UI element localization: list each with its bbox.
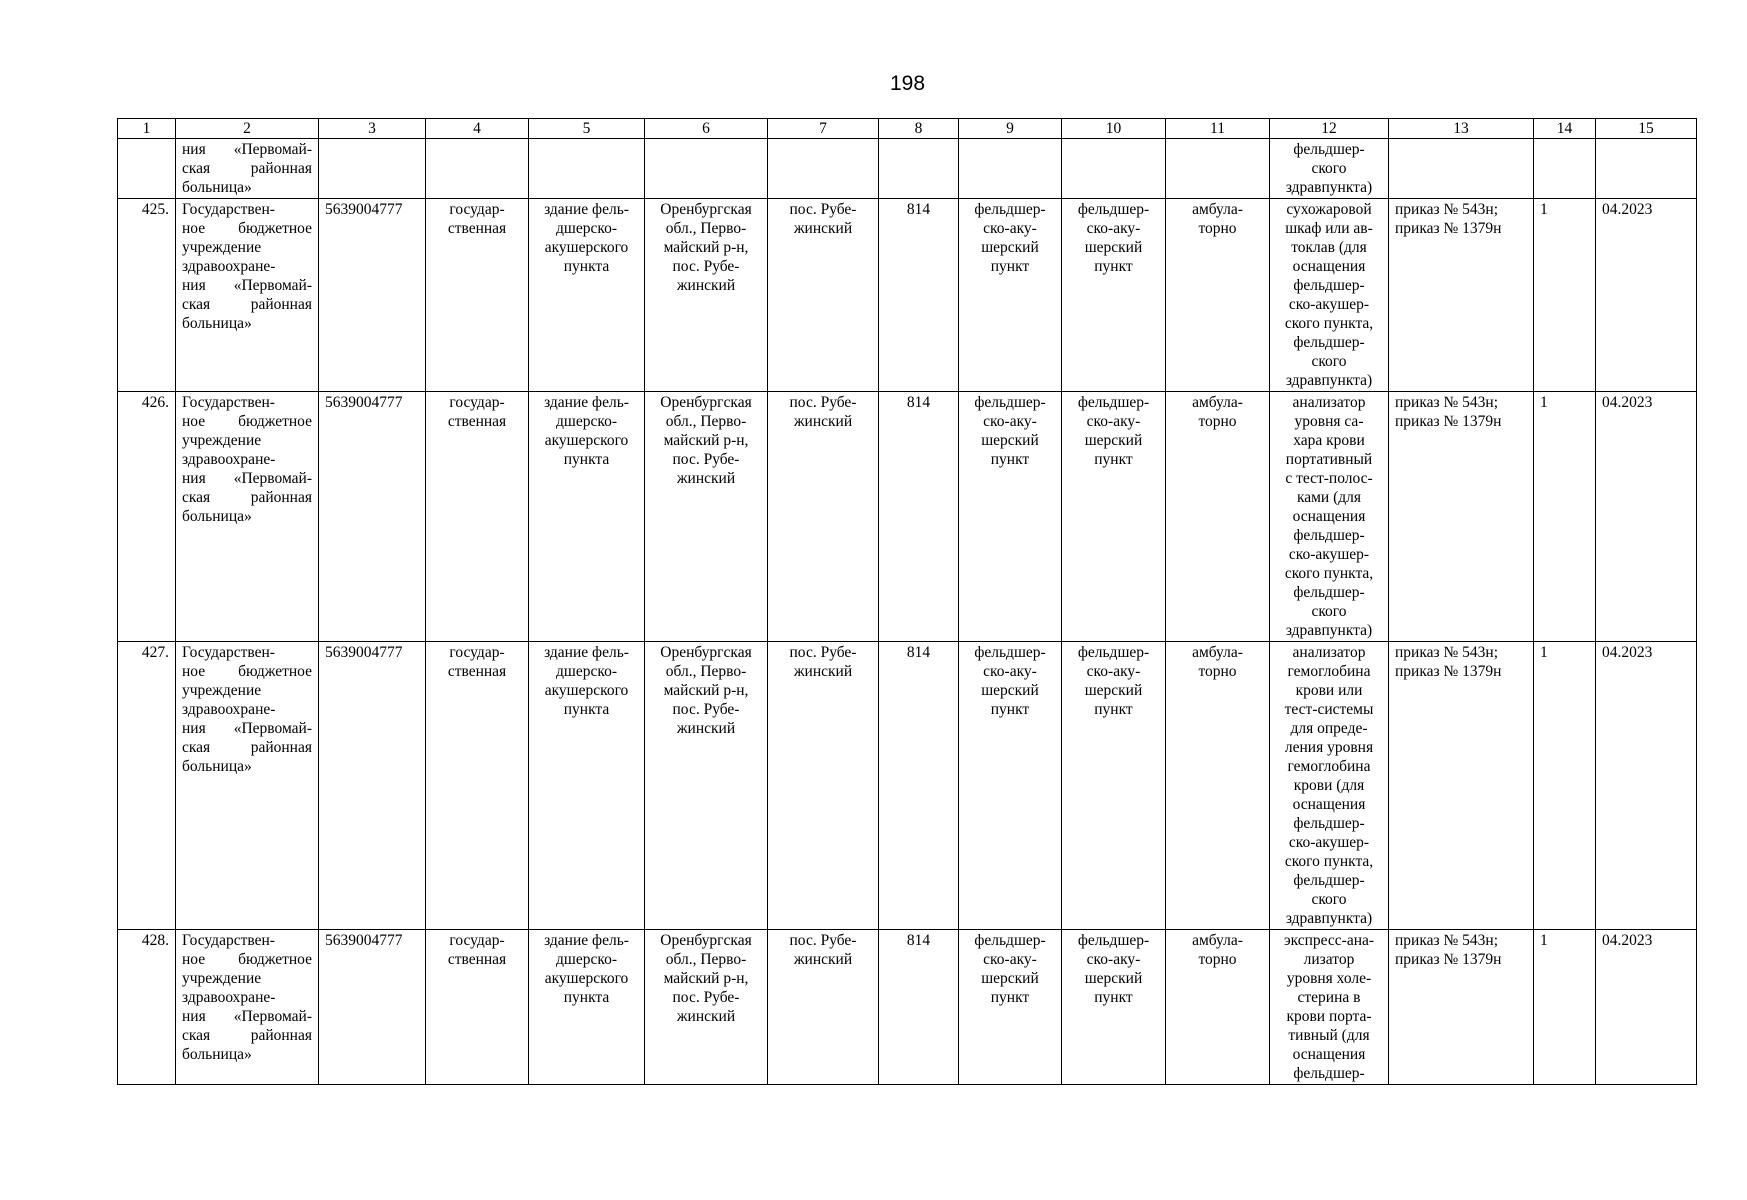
cell-line: портативный [1285,451,1373,468]
cell-object [529,930,645,1085]
cell-line: государ- [449,394,505,411]
cell-line: шерский [1084,970,1143,987]
column-number-row [118,119,1697,139]
cell-line: жинский [793,413,853,430]
cell-line: государ- [449,201,505,218]
cell-line: ско-акушер- [1288,834,1370,851]
cell-line: государ- [449,644,505,661]
cell-line: майский р-н, [663,682,749,699]
cell-ownership [426,930,529,1085]
cell-line: Оренбургская [660,201,752,218]
cell-line: ско-акушер- [1288,296,1370,313]
cell-equipment [1270,199,1389,392]
cell-line: анализатор [1292,394,1366,411]
cell-line: оснащения [1292,796,1366,813]
cell-line: оснащения [1292,258,1366,275]
cell-line: ное бюджетное [182,413,312,430]
cell-line: ное бюджетное [182,951,312,968]
cell-col8: 814 [879,642,959,930]
cell-line: Оренбургская [660,394,752,411]
cell-line: здание фель- [544,644,629,661]
cell-line: фельдшер- [1077,201,1150,218]
cell-line: приказ № 543н; [1395,394,1499,411]
cell-facility-type [959,642,1062,930]
cell-line: пункт [1094,989,1133,1006]
cell-line: жинский [793,663,853,680]
cell-qty: 1 [1534,930,1596,1085]
cell-line: приказ № 1379н [1395,413,1502,430]
cell-line: приказ № 1379н [1395,951,1502,968]
registry-table [117,118,1697,1085]
cell-facility-type [959,930,1062,1085]
cell-line: учреждение [182,682,262,699]
cell-line: государ- [449,932,505,949]
cell-line: шерский [981,970,1039,987]
column-number-8: 8 [879,119,959,139]
cell-line: дшерско- [556,220,617,237]
table-row [118,642,1697,930]
cell-line: пункта [563,701,610,718]
cell-line: ская районная [182,739,312,756]
cell-object [529,392,645,642]
page-number: 198 [889,72,926,95]
cell-line: торно [1198,220,1237,237]
cell-line: ско-аку- [1086,663,1141,680]
cell-object [529,642,645,930]
cell-line: ского [1311,160,1347,177]
cell-institution [176,139,319,199]
column-number-1: 1 [118,119,176,139]
cell-date: 04.2023 [1596,642,1697,930]
table-row [118,199,1697,392]
cell-line: здравпункта) [1285,179,1373,196]
column-number-13: 13 [1389,119,1534,139]
cell-qty: 1 [1534,392,1596,642]
cell-line: майский р-н, [663,239,749,256]
cell-equipment [1270,392,1389,642]
cell-line: акушерского [544,682,629,699]
cell-address [645,199,768,392]
cell-line: ского пункта, [1284,315,1374,332]
column-number-7: 7 [768,119,879,139]
cell-line: амбула- [1192,932,1243,949]
cell-line: Государствен- [182,394,275,411]
cell-line: ско-аку- [983,413,1037,430]
cell-line: ская районная [182,160,312,177]
column-number-3: 3 [319,119,426,139]
cell-line: Оренбургская [660,932,752,949]
cell-line: торно [1198,413,1237,430]
column-number-12: 12 [1270,119,1389,139]
cell-line: крови или [1295,682,1363,699]
cell-facility-type [959,199,1062,392]
cell-line: акушерского [544,239,629,256]
cell-line: акушерского [544,970,629,987]
cell-line: крови (для [1293,777,1365,794]
cell-line: учреждение [182,432,262,449]
cell-line: ственная [447,951,507,968]
cell-line: шерский [1084,432,1143,449]
cell-inn: 5639004777 [319,642,426,930]
cell-num: 427. [118,642,176,930]
cell-col8: 814 [879,199,959,392]
cell-mode [1166,930,1270,1085]
cell-line: токлав (для [1291,239,1367,256]
cell-line: пункта [563,451,610,468]
cell-line: ственная [447,220,507,237]
cell-line: майский р-н, [663,970,749,987]
cell-line: оснащения [1292,1046,1366,1063]
cell-institution [176,642,319,930]
cell-line: гемоглобина [1287,758,1371,775]
cell-ownership [426,642,529,930]
cell-address [645,642,768,930]
cell-line: шкаф или ав- [1285,220,1373,237]
cell-line: экспресс-ана- [1283,932,1375,949]
cell-ownership [426,392,529,642]
column-number-4: 4 [426,119,529,139]
cell-line: фельдшер- [1077,932,1150,949]
cell-facility-subtype [1062,930,1166,1085]
cell-date: 04.2023 [1596,392,1697,642]
cell-line: здравоохране- [182,989,276,1006]
cell-num: 428. [118,930,176,1085]
cell-locality [768,930,879,1085]
cell-line: фельдшер- [974,932,1046,949]
cell-line: здравоохране- [182,451,276,468]
cell-line: шерский [981,239,1039,256]
cell-line: уровня са- [1294,413,1364,430]
cell-line: шерский [1084,239,1143,256]
cell-line: ния «Первомай- [182,470,312,487]
cell-line: ско-аку- [983,220,1037,237]
cell-line: ния «Первомай- [182,277,312,294]
cell-line: торно [1198,663,1237,680]
cell-line: жинский [676,720,736,737]
cell-line: Оренбургская [660,644,752,661]
cell-line: ственная [447,663,507,680]
cell-line: жинский [793,220,853,237]
cell-line: пос. Рубе- [672,258,740,275]
cell-facility-type [959,392,1062,642]
cell-orders [1389,199,1534,392]
cell-line: обл., Перво- [665,413,747,430]
cell-line: приказ № 1379н [1395,220,1502,237]
cell-line: ского [1311,353,1347,370]
cell-line: фельдшер- [1293,141,1365,158]
column-number-6: 6 [645,119,768,139]
cell-address [645,930,768,1085]
cell-line: стерина в [1297,989,1361,1006]
column-number-15: 15 [1596,119,1697,139]
cell-line: пос. Рубе- [789,932,857,949]
cell-line: Государствен- [182,644,275,661]
cell-qty: 1 [1534,199,1596,392]
cell-line: ное бюджетное [182,663,312,680]
cell-locality [768,392,879,642]
cell-address [645,392,768,642]
cell-line: обл., Перво- [665,951,747,968]
cell-line: приказ № 1379н [1395,663,1502,680]
cell-line: фельдшер- [974,201,1046,218]
cell-line: пос. Рубе- [789,201,857,218]
cell-line: ская районная [182,296,312,313]
cell-line: больница» [182,1046,252,1063]
cell-object [529,199,645,392]
cell-orders [1389,392,1534,642]
cell-line: ского пункта, [1284,565,1374,582]
cell-mode [1166,199,1270,392]
cell-institution [176,392,319,642]
cell-line: фельдшер- [1293,527,1365,544]
cell-line: фельдшер- [1077,394,1150,411]
table-row [118,930,1697,1085]
cell-line: ско-аку- [1086,413,1141,430]
cell-num [118,139,176,199]
cell-line: жинский [676,470,736,487]
cell-line: жинский [793,951,853,968]
cell-line: пос. Рубе- [789,394,857,411]
cell-line: ско-акушер- [1288,546,1370,563]
cell-line: фельдшер- [974,644,1046,661]
cell-line: здравпункта) [1285,622,1373,639]
cell-line: приказ № 543н; [1395,932,1499,949]
cell-line: жинский [676,1008,736,1025]
cell-line: ского [1311,603,1347,620]
cell-equipment [1270,139,1389,199]
cell-line: фельдшер- [1293,815,1365,832]
cell-num: 425. [118,199,176,392]
cell-date: 04.2023 [1596,930,1697,1085]
cell-line: ственная [447,413,507,430]
cell-line: учреждение [182,239,262,256]
cell-line: фельдшер- [1293,277,1365,294]
cell-line: пункт [1094,701,1133,718]
cell-line: учреждение [182,970,262,987]
cell-equipment [1270,642,1389,930]
cell-line: шерский [981,432,1039,449]
cell-orders [1389,930,1534,1085]
cell-line: дшерско- [556,951,617,968]
cell-line: пункт [990,258,1030,275]
cell-line: шерский [1084,682,1143,699]
cell-line: уровня холе- [1286,970,1372,987]
cell-line: ния «Первомай- [182,720,312,737]
cell-qty: 1 [1534,642,1596,930]
cell-line: пункта [563,258,610,275]
cell-line: амбула- [1192,644,1243,661]
cell-facility-subtype [1062,199,1166,392]
cell-line: здравпункта) [1285,910,1373,927]
cell-line: ления уровня [1284,739,1374,756]
cell-line: Государствен- [182,932,275,949]
cell-line: фельдшер- [1293,872,1365,889]
cell-line: гемоглобина [1287,663,1371,680]
cell-mode [1166,392,1270,642]
cell-line: майский р-н, [663,432,749,449]
cell-locality [768,642,879,930]
cell-institution [176,930,319,1085]
cell-line: больница» [182,179,252,196]
cell-line: жинский [676,277,736,294]
cell-line: ская районная [182,489,312,506]
cell-line: здравоохране- [182,701,276,718]
cell-line: пос. Рубе- [672,451,740,468]
cell-inn: 5639004777 [319,930,426,1085]
column-number-2: 2 [176,119,319,139]
cell-line: фельдшер- [1077,644,1150,661]
cell-line: шерский [981,682,1039,699]
cell-line: приказ № 543н; [1395,644,1499,661]
cell-line: сухожаровой [1286,201,1372,218]
cell-line: тест-системы [1284,701,1374,718]
cell-line: больница» [182,508,252,525]
cell-date: 04.2023 [1596,199,1697,392]
table-row [118,392,1697,642]
cell-line: пос. Рубе- [672,701,740,718]
cell-line: фельдшер- [974,394,1046,411]
cell-locality [768,199,879,392]
cell-line: обл., Перво- [665,663,747,680]
cell-line: фельдшер- [1293,334,1365,351]
cell-inn: 5639004777 [319,392,426,642]
cell-institution [176,199,319,392]
cell-ownership [426,199,529,392]
cell-orders [1389,642,1534,930]
cell-line: для опреде- [1290,720,1368,737]
cell-line: лизатор [1303,951,1355,968]
cell-line: здание фель- [544,394,629,411]
cell-line: фельдшер- [1293,584,1365,601]
column-number-10: 10 [1062,119,1166,139]
cell-line: пункт [1094,258,1133,275]
cell-line: фельдшер- [1293,1065,1365,1082]
cell-line: ского пункта, [1284,853,1374,870]
cell-num: 426. [118,392,176,642]
cell-line: крови порта- [1286,1008,1372,1025]
cell-line: Государствен- [182,201,275,218]
cell-line: амбула- [1192,201,1243,218]
cell-facility-subtype [1062,642,1166,930]
cell-line: здание фель- [544,932,629,949]
cell-line: пункта [563,989,610,1006]
cell-line: обл., Перво- [665,220,747,237]
cell-line: ского [1311,891,1347,908]
cell-line: пункт [990,451,1030,468]
cell-line: пункт [990,701,1030,718]
column-number-11: 11 [1166,119,1270,139]
cell-line: торно [1198,951,1237,968]
cell-line: пос. Рубе- [672,989,740,1006]
cell-line: ско-аку- [983,663,1037,680]
column-number-14: 14 [1534,119,1596,139]
continuation-row [118,139,1697,199]
cell-mode [1166,642,1270,930]
column-number-5: 5 [529,119,645,139]
cell-equipment [1270,930,1389,1085]
cell-line: здание фель- [544,201,629,218]
column-number-9: 9 [959,119,1062,139]
cell-line: тивный (для [1288,1027,1370,1044]
cell-col8: 814 [879,930,959,1085]
cell-line: пункт [990,989,1030,1006]
cell-line: ния «Первомай- [182,141,312,158]
cell-line: ско-аку- [1086,951,1141,968]
cell-facility-subtype [1062,392,1166,642]
cell-line: дшерско- [556,413,617,430]
cell-line: дшерско- [556,663,617,680]
cell-line: ская районная [182,1027,312,1044]
cell-line: ками (для [1296,489,1362,506]
cell-line: ния «Первомай- [182,1008,312,1025]
cell-line: здравоохране- [182,258,276,275]
cell-line: здравпункта) [1285,372,1373,389]
cell-line: анализатор [1292,644,1366,661]
cell-line: акушерского [544,432,629,449]
cell-line: больница» [182,315,252,332]
cell-line: больница» [182,758,252,775]
cell-line: пос. Рубе- [789,644,857,661]
cell-inn: 5639004777 [319,199,426,392]
cell-col8: 814 [879,392,959,642]
cell-line: амбула- [1192,394,1243,411]
cell-line: ное бюджетное [182,220,312,237]
cell-line: приказ № 543н; [1395,201,1499,218]
cell-line: ско-аку- [983,951,1037,968]
cell-line: с тест-полос- [1285,470,1373,487]
cell-line: хара крови [1293,432,1365,449]
cell-line: ско-аку- [1086,220,1141,237]
cell-line: оснащения [1292,508,1366,525]
cell-line: пункт [1094,451,1133,468]
